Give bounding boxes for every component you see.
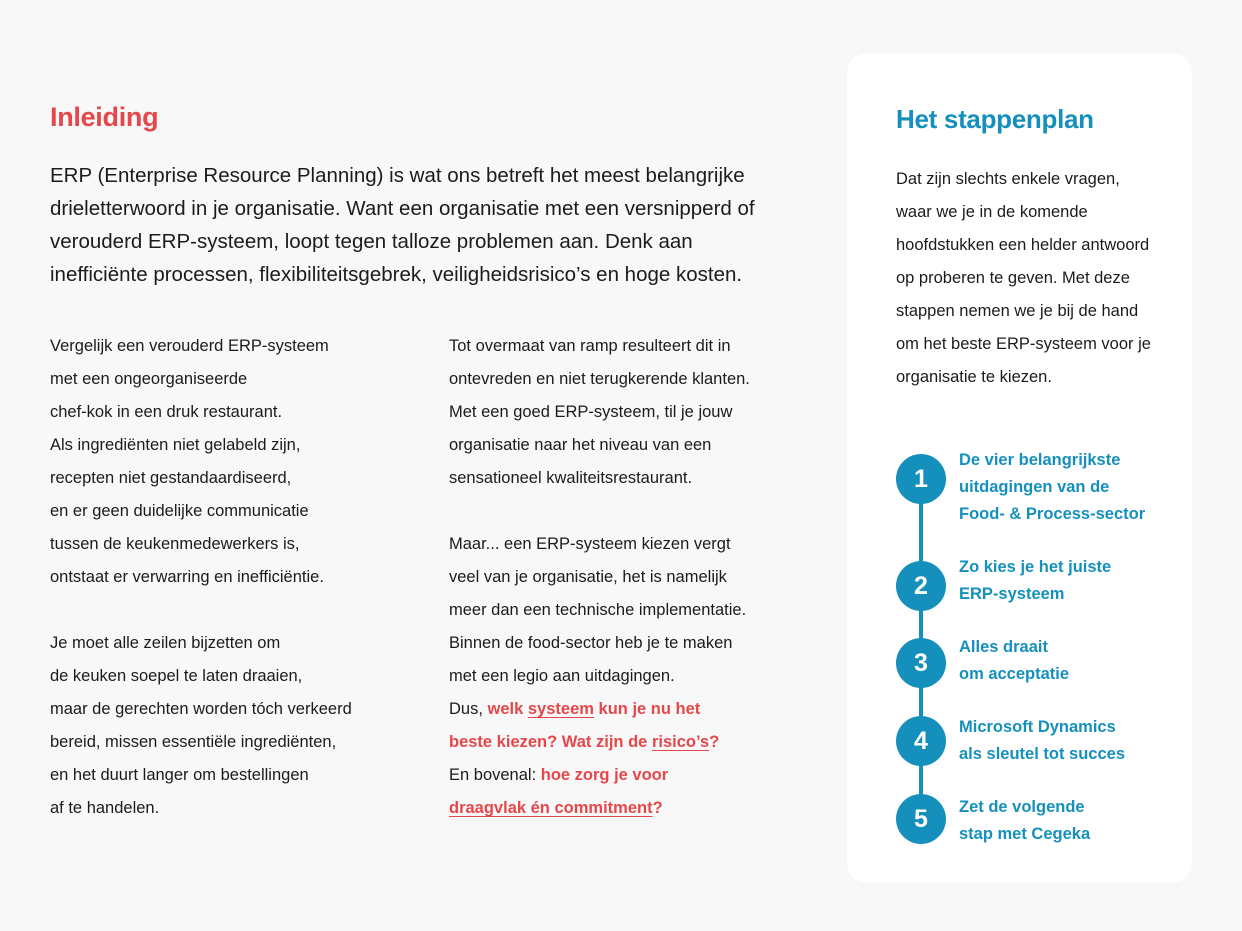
question-highlight: kun je nu het bbox=[593, 700, 701, 718]
step-list bbox=[847, 54, 1192, 882]
text-line: bereid, missen essentiële ingrediënten, bbox=[50, 733, 337, 751]
step-3-label[interactable]: Alles draait om acceptatie bbox=[959, 638, 1070, 683]
text-line: en het duurt langer om bestellingen bbox=[50, 766, 309, 784]
step-3-badge[interactable]: 3 bbox=[896, 638, 946, 688]
text-line: Binnen de food-sector heb je te maken bbox=[449, 634, 733, 652]
text-line: Je moet alle zeilen bijzetten om bbox=[50, 634, 281, 652]
text-line: meer dan een technische implementatie. bbox=[449, 601, 747, 619]
right-paragraph-2 bbox=[449, 528, 809, 825]
left-paragraph-2 bbox=[50, 627, 410, 825]
text-line: en er geen duidelijke communicatie bbox=[50, 502, 309, 520]
text-line: Als ingrediënten niet gelabeld zijn, bbox=[50, 436, 301, 454]
step-2-label[interactable]: Zo kies je het juiste ERP-systeem bbox=[959, 558, 1112, 603]
text-line: tussen de keukenmedewerkers is, bbox=[50, 535, 300, 553]
step-4-label[interactable]: Microsoft Dynamics als sleutel tot succes bbox=[959, 718, 1125, 763]
left-column bbox=[50, 330, 410, 825]
left-paragraph-1 bbox=[50, 330, 410, 594]
question-prefix: En bovenal: bbox=[449, 766, 541, 784]
question-prefix: Dus, bbox=[449, 700, 488, 718]
stappenplan-card bbox=[847, 54, 1192, 882]
intro-lead: ERP (Enterprise Resource Planning) is wat ons betreft het meest belangrijke drieletterwoord in je organisatie. Want een organisatie met een versnipperd of verouderd ERP-systeem, loopt tegen talloze problemen aan. Denk aan inefficiënte processen, flexibiliteitsgebrek, veiligheidsrisico’s en hoge kosten. bbox=[50, 164, 755, 286]
systeem-link[interactable]: systeem bbox=[527, 700, 594, 718]
text-line: organisatie naar het niveau van een bbox=[449, 436, 712, 454]
sidebar-title: Het stappenplan bbox=[896, 104, 1094, 134]
text-line: met een legio aan uitdagingen. bbox=[449, 667, 675, 685]
step-1-label[interactable]: De vier belangrijkste uitdagingen van de Food- & Process-sector bbox=[959, 451, 1146, 523]
question-highlight: ? bbox=[652, 799, 663, 817]
text-line: sensationeel kwaliteitsrestaurant. bbox=[449, 469, 693, 487]
text-line: Met een goed ERP-systeem, til je jouw bbox=[449, 403, 733, 421]
step-5-label[interactable]: Zet de volgende stap met Cegeka bbox=[959, 798, 1091, 843]
question-highlight: welk bbox=[487, 700, 528, 718]
step-2-badge[interactable]: 2 bbox=[896, 561, 946, 611]
text-line: met een ongeorganiseerde bbox=[50, 370, 248, 388]
text-line: recepten niet gestandaardiseerd, bbox=[50, 469, 292, 487]
question-highlight: hoe zorg je voor bbox=[540, 766, 669, 784]
right-column bbox=[449, 330, 809, 825]
sidebar-intro: Dat zijn slechts enkele vragen, waar we je in de komende hoofdstukken een helder antwoord op proberen te geven. Met deze stappen nemen we je bij de hand om het beste ERP-systeem voor je organisatie te kiezen. bbox=[896, 170, 1151, 386]
question-highlight: ? bbox=[709, 733, 720, 751]
right-paragraph-1 bbox=[449, 330, 809, 495]
text-line: Maar... een ERP-systeem kiezen vergt bbox=[449, 535, 731, 553]
text-line: veel van je organisatie, het is namelijk bbox=[449, 568, 727, 586]
draagvlak-link[interactable]: draagvlak én commitment bbox=[449, 799, 653, 817]
intro-title: Inleiding bbox=[50, 102, 159, 132]
intro-section bbox=[50, 102, 810, 291]
step-1-badge[interactable]: 1 bbox=[896, 454, 946, 504]
text-line: ontstaat er verwarring en inefficiëntie. bbox=[50, 568, 324, 586]
text-line: maar de gerechten worden tóch verkeerd bbox=[50, 700, 352, 718]
risicos-link[interactable]: risico’s bbox=[651, 733, 710, 751]
text-line: Vergelijk een verouderd ERP-systeem bbox=[50, 337, 329, 355]
text-line: ontevreden en niet terugkerende klanten. bbox=[449, 370, 750, 388]
step-5-badge[interactable]: 5 bbox=[896, 794, 946, 844]
text-line: de keuken soepel te laten draaien, bbox=[50, 667, 303, 685]
question-highlight: beste kiezen? Wat zijn de bbox=[449, 733, 652, 751]
text-line: af te handelen. bbox=[50, 799, 160, 817]
text-line: chef-kok in een druk restaurant. bbox=[50, 403, 283, 421]
step-4-badge[interactable]: 4 bbox=[896, 716, 946, 766]
text-line: Tot overmaat van ramp resulteert dit in bbox=[449, 337, 731, 355]
